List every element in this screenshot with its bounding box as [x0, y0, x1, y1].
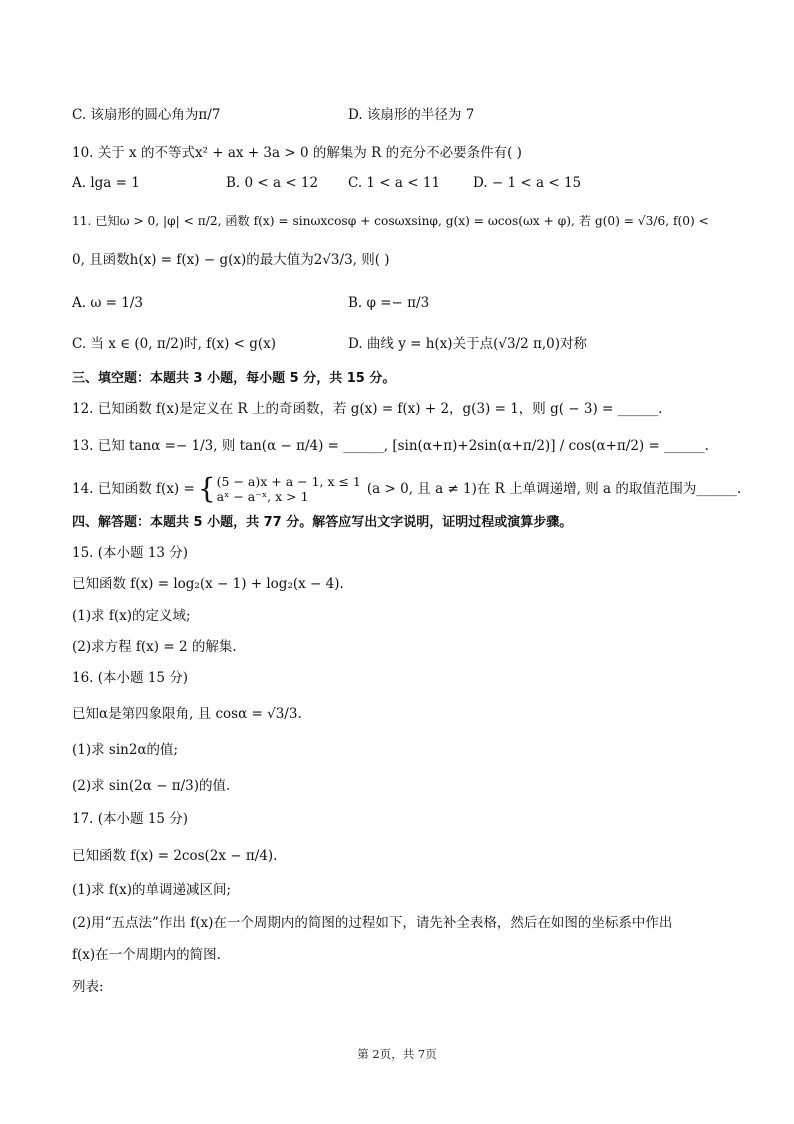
q17-part-2-line2: f(x)在一个周期内的简图.	[72, 947, 221, 963]
q10-option-b: B. 0 < a < 12	[226, 175, 319, 191]
q10-option-a: A. lga = 1	[72, 175, 140, 191]
q14-prefix: 14. 已知函数 f(x) =	[72, 481, 195, 497]
q9-option-c: C. 该扇形的圆心角为π/7	[72, 107, 221, 123]
q11-stem-line2: 0, 且函数h(x) = f(x) − g(x)的最大值为2√3/3, 则( )	[72, 252, 390, 268]
q15-header: 15. (本小题 13 分)	[72, 545, 189, 561]
q16-stem: 已知α是第四象限角, 且 cosα = √3/3.	[72, 706, 302, 722]
q10-option-d: D. − 1 < a < 15	[473, 175, 582, 191]
q10-stem: 10. 关于 x 的不等式x² + ax + 3a > 0 的解集为 R 的充分不必要条件有( )	[72, 145, 522, 161]
q9-option-d: D. 该扇形的半径为 7	[348, 107, 475, 123]
q14-case-2: aˣ − a⁻ˣ, x > 1	[216, 489, 309, 504]
q11-option-a: A. ω = 1/3	[72, 295, 143, 311]
q15-part-2: (2)求方程 f(x) = 2 的解集.	[72, 639, 237, 655]
q17-stem: 已知函数 f(x) = 2cos(2x − π/4).	[72, 848, 278, 864]
q12-stem: 12. 已知函数 f(x)是定义在 R 上的奇函数，若 g(x) = f(x) + 2，g(3) = 1，则 g( − 3) = ______.	[72, 401, 663, 417]
q11-option-c: C. 当 x ∈ (0, π/2)时, f(x) < g(x)	[72, 336, 277, 352]
q17-part-1: (1)求 f(x)的单调递减区间;	[72, 882, 232, 898]
q14-case-1: (5 − a)x + a − 1, x ≤ 1	[216, 474, 361, 489]
q14-suffix: (a > 0, 且 a ≠ 1)在 R 上单调递增, 则 a 的取值范围为______.	[366, 481, 742, 497]
q10-option-c: C. 1 < a < 11	[348, 175, 441, 191]
q16-part-2: (2)求 sin(2α − π/3)的值.	[72, 778, 231, 794]
q13-stem: 13. 已知 tanα =− 1/3, 则 tan(α − π/4) = ______, [sin(α+π)+2sin(α+π/2)] / cos(α+π/2) = ______.	[72, 438, 709, 454]
page-footer: 第 2页，共 7页	[357, 1047, 437, 1061]
q17-part-2-line1: (2)用“五点法”作出 f(x)在一个周期内的简图的过程如下，请先补全表格，然后在如图的坐标系中作出	[72, 915, 673, 931]
q14-piecewise-cases	[217, 474, 361, 504]
section-answer-title: 四、解答题：本题共 5 小题，共 77 分。解答应写出文字说明，证明过程或演算步骤。	[72, 515, 573, 530]
left-brace-icon: {	[197, 472, 216, 505]
q17-table-label: 列表:	[72, 979, 104, 995]
q16-header: 16. (本小题 15 分)	[72, 670, 189, 686]
q14-stem	[72, 474, 741, 504]
q11-option-d: D. 曲线 y = h(x)关于点(√3/2 π,0)对称	[348, 336, 587, 352]
q15-stem: 已知函数 f(x) = log₂(x − 1) + log₂(x − 4).	[72, 576, 344, 592]
q17-header: 17. (本小题 15 分)	[72, 811, 189, 827]
q16-part-1: (1)求 sin2α的值;	[72, 742, 179, 758]
section-fill-in-title: 三、填空题：本题共 3 小题，每小题 5 分，共 15 分。	[72, 371, 396, 386]
q11-stem-line1: 11. 已知ω > 0, |φ| < π/2, 函数 f(x) = sinωxcosφ + cosωxsinφ, g(x) = ωcos(ωx + φ), 若 g(0) = √3/6, f(0) <	[72, 214, 709, 228]
q15-part-1: (1)求 f(x)的定义域;	[72, 608, 191, 624]
q11-option-b: B. φ =− π/3	[348, 295, 430, 311]
